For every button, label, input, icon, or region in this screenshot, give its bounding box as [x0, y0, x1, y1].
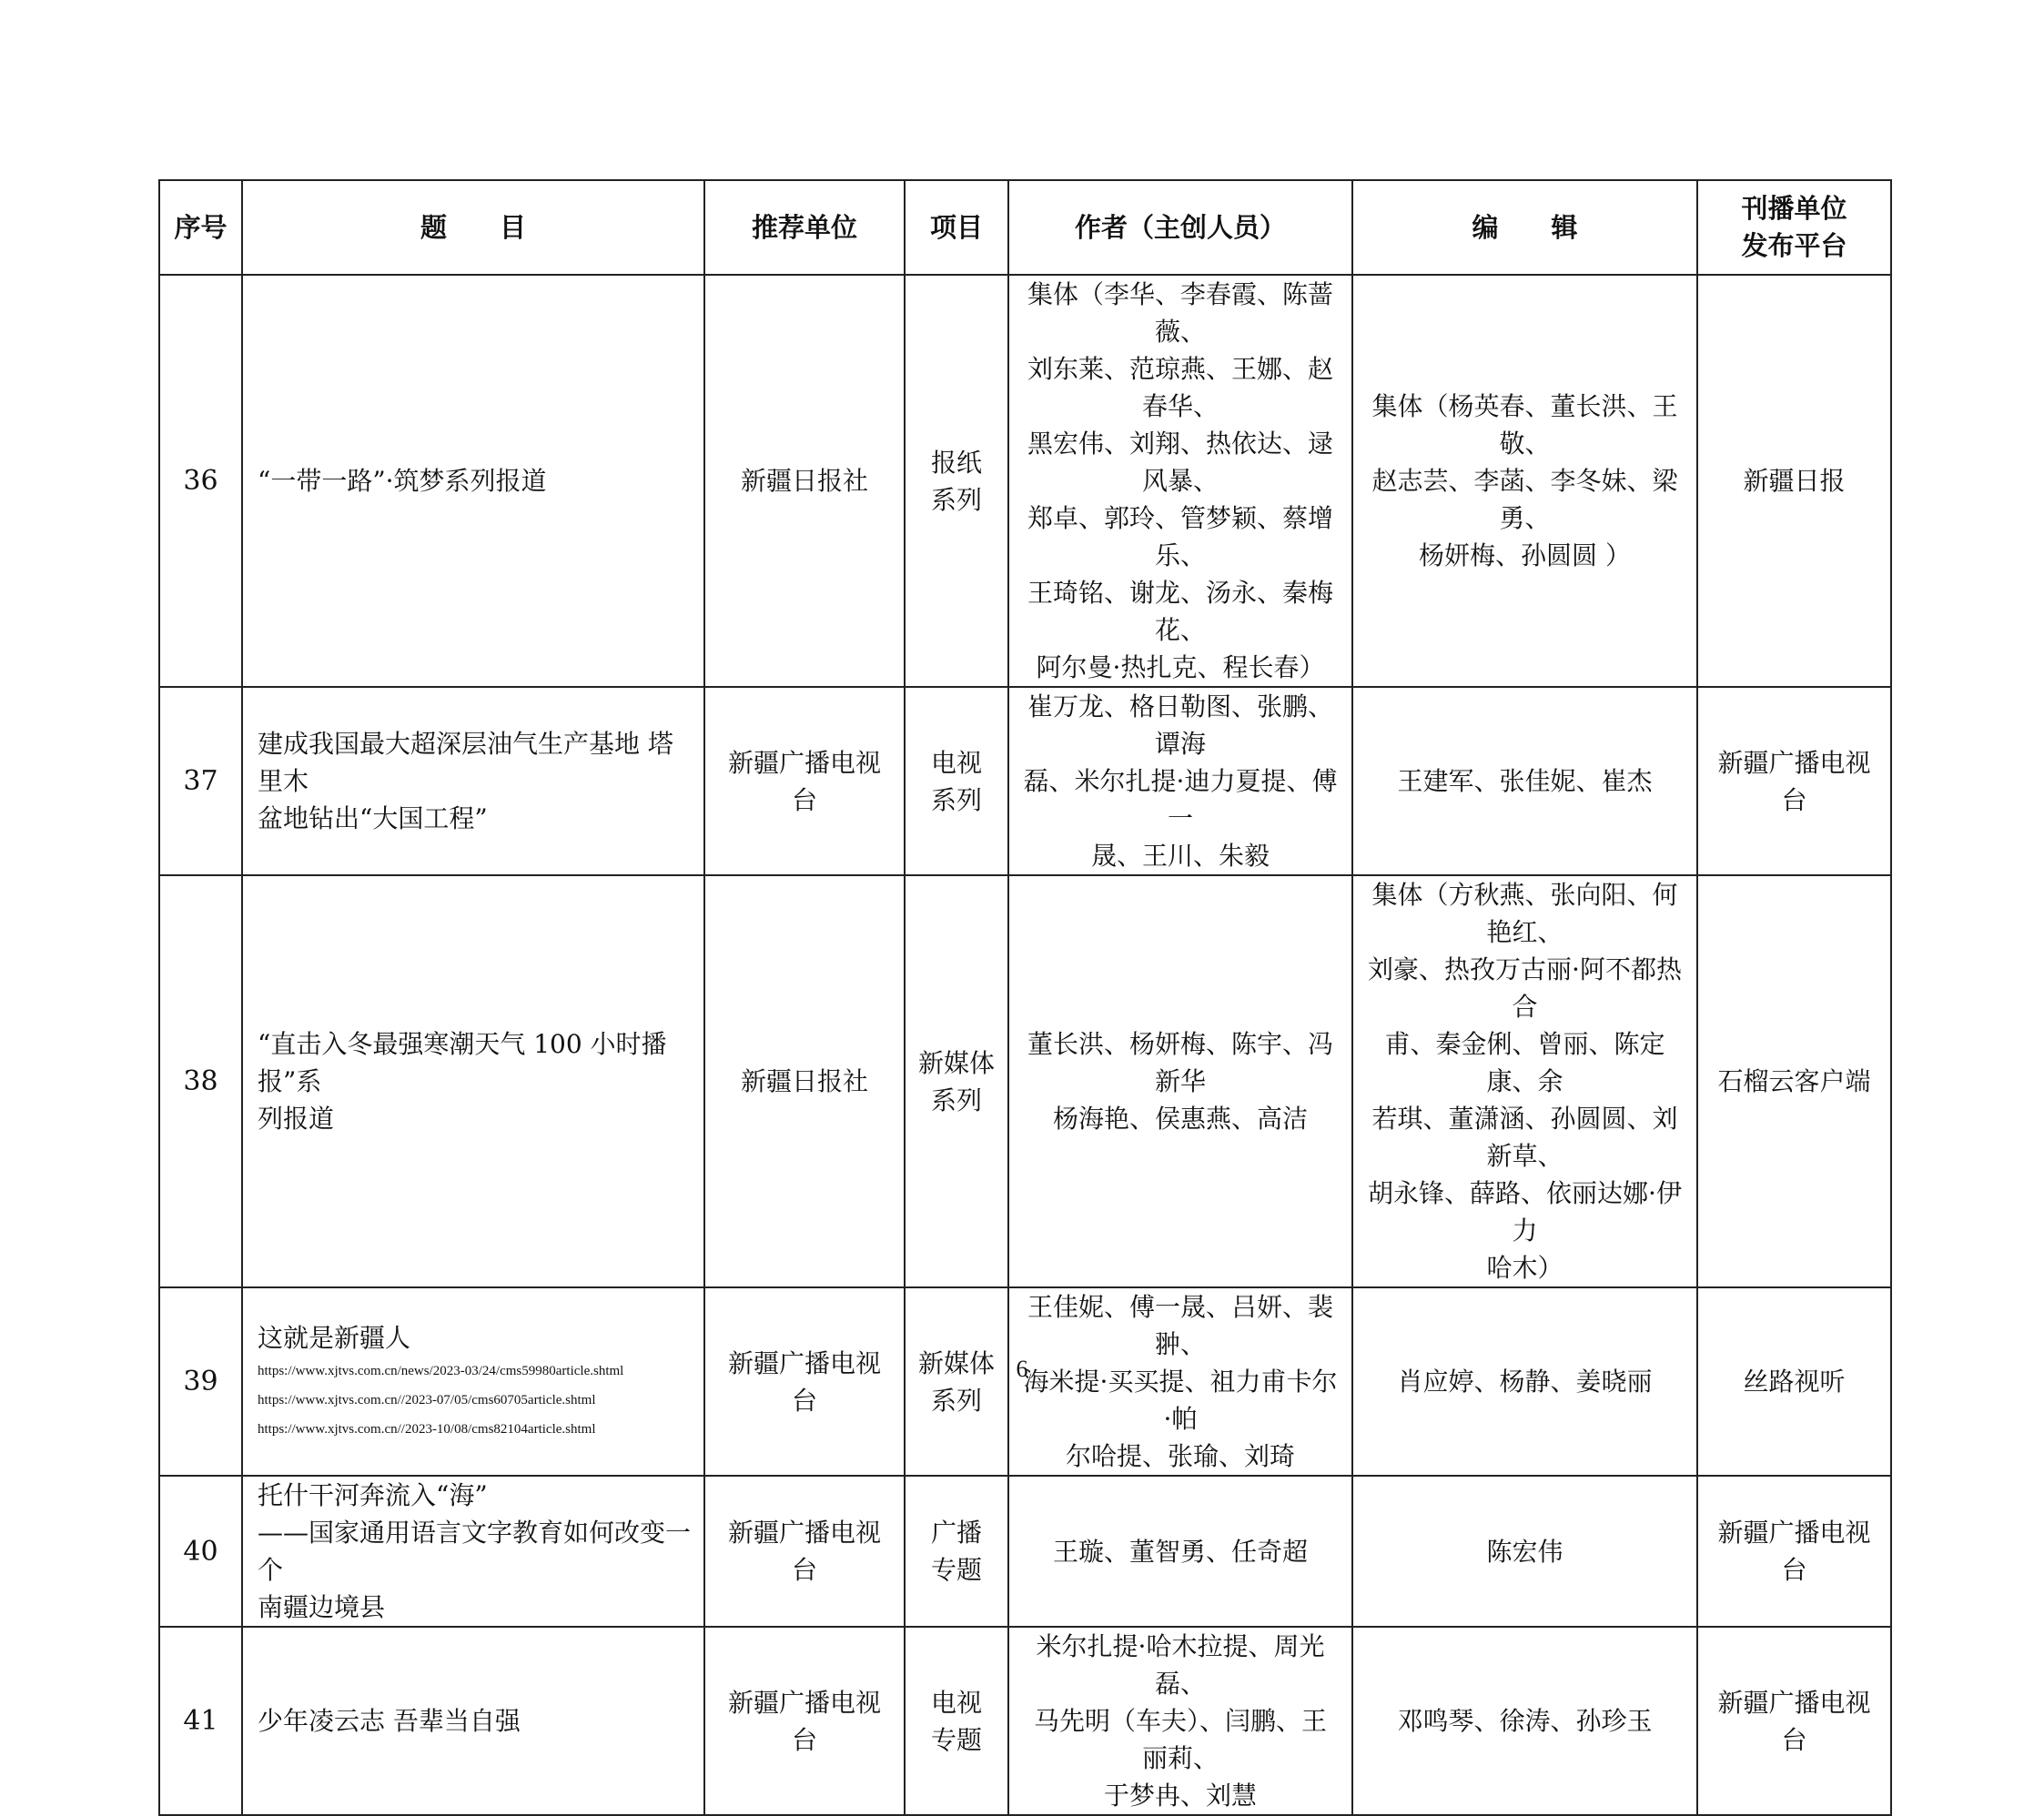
cell-seq: 41	[159, 1627, 242, 1815]
cell-author	[1008, 875, 1352, 1287]
cell-seq: 39	[159, 1287, 242, 1476]
item-line: 新媒体	[918, 1047, 996, 1078]
author-line: 崔万龙、格日勒图、张鹏、谭海	[1027, 691, 1333, 759]
cell-item	[905, 1476, 1008, 1627]
editor-line: 肖应婷、杨静、姜晓丽	[1397, 1367, 1653, 1397]
cell-editor	[1352, 1627, 1697, 1815]
cell-platform: 石榴云客户端	[1697, 875, 1891, 1287]
cell-author	[1008, 1627, 1352, 1815]
item-line: 专题	[930, 1555, 982, 1585]
editor-line: 邓鸣琴、徐涛、孙珍玉	[1397, 1706, 1653, 1736]
table-row	[159, 687, 1891, 875]
table-row	[159, 275, 1891, 687]
item-line: 系列	[930, 484, 982, 515]
author-line: 黑宏伟、刘翔、热依达、逯风暴、	[1027, 429, 1333, 496]
cell-platform: 新疆广播电视台	[1697, 687, 1891, 875]
cell-item	[905, 875, 1008, 1287]
author-line: 阿尔曼·热扎克、程长春）	[1036, 652, 1325, 682]
author-line: 海米提·买买提、祖力甫卡尔·帕	[1023, 1367, 1338, 1434]
cell-platform: 新疆广播电视台	[1697, 1476, 1891, 1627]
table-row	[159, 1627, 1891, 1815]
cell-editor	[1352, 875, 1697, 1287]
cell-unit: 新疆广播电视台	[704, 687, 905, 875]
title-line: 托什干河奔流入“海”	[258, 1480, 488, 1510]
cell-seq: 40	[159, 1476, 242, 1627]
header-platform-line2: 发布平台	[1741, 230, 1847, 261]
editor-line: 集体（方秋燕、张向阳、何艳红、	[1371, 880, 1678, 947]
item-line: 广播	[930, 1518, 982, 1548]
awards-table	[158, 179, 1892, 1816]
item-line: 系列	[930, 1085, 982, 1115]
cell-title	[242, 687, 704, 875]
title-line: 南疆边境县	[258, 1592, 386, 1622]
cell-platform: 新疆广播电视台	[1697, 1627, 1891, 1815]
editor-line: 哈木）	[1486, 1253, 1563, 1283]
title-line: “一带一路”·筑梦系列报道	[258, 466, 547, 496]
cell-author	[1008, 1476, 1352, 1627]
item-line: 电视	[930, 747, 982, 778]
title-line: 这就是新疆人	[258, 1323, 411, 1353]
article-link[interactable]: https://www.xjtvs.com.cn//2023-10/08/cms82104article.shtml	[258, 1422, 596, 1437]
header-author: 作者（主创人员）	[1008, 180, 1352, 275]
cell-unit: 新疆日报社	[704, 875, 905, 1287]
page-number: 6	[1016, 1356, 1028, 1382]
author-line: 杨海艳、侯惠燕、高洁	[1052, 1104, 1308, 1134]
article-link[interactable]: https://www.xjtvs.com.cn//2023-07/05/cms60705article.shtml	[258, 1393, 596, 1407]
item-line: 报纸	[930, 447, 982, 478]
header-seq: 序号	[159, 180, 242, 275]
article-link[interactable]: https://www.xjtvs.com.cn/news/2023-03/24/cms59980article.shtml	[258, 1364, 624, 1378]
header-platform-line1: 刊播单位	[1741, 193, 1847, 224]
author-line: 王璇、董智勇、任奇超	[1052, 1536, 1308, 1567]
cell-author	[1008, 687, 1352, 875]
title-line: “直击入冬最强寒潮天气 100 小时播报”系	[258, 1029, 667, 1096]
cell-editor	[1352, 687, 1697, 875]
cell-unit: 新疆日报社	[704, 275, 905, 687]
author-line: 集体（李华、李春霞、陈蔷薇、	[1027, 279, 1333, 347]
title-line: 盆地钻出“大国工程”	[258, 803, 488, 833]
title-line: 少年凌云志 吾辈当自强	[258, 1706, 521, 1736]
cell-title	[242, 875, 704, 1287]
cell-editor	[1352, 1476, 1697, 1627]
table-row	[159, 1476, 1891, 1627]
item-line: 专题	[930, 1724, 982, 1755]
editor-line: 王建军、张佳妮、崔杰	[1397, 766, 1653, 796]
cell-author	[1008, 275, 1352, 687]
header-row	[159, 180, 1891, 275]
author-line: 董长洪、杨妍梅、陈宇、冯新华	[1027, 1029, 1333, 1096]
title-line: 列报道	[258, 1104, 335, 1134]
cell-seq: 38	[159, 875, 242, 1287]
author-line: 王佳妮、傅一晟、吕妍、裴翀、	[1027, 1292, 1333, 1359]
cell-title	[242, 1476, 704, 1627]
editor-line: 赵志芸、李菡、李冬妹、梁勇、	[1371, 466, 1678, 533]
header-title: 题 目	[242, 180, 704, 275]
author-line: 郑卓、郭玲、管梦颖、蔡增乐、	[1027, 503, 1333, 570]
author-line: 马先明（车夫）、闫鹏、王丽莉、	[1033, 1706, 1327, 1773]
header-item: 项目	[905, 180, 1008, 275]
cell-title	[242, 275, 704, 687]
title-line: ——国家通用语言文字教育如何改变一个	[258, 1518, 692, 1585]
header-platform	[1697, 180, 1891, 275]
author-line: 米尔扎提·哈木拉提、周光磊、	[1036, 1631, 1325, 1699]
cell-unit: 新疆广播电视台	[704, 1627, 905, 1815]
author-line: 晟、王川、朱毅	[1090, 841, 1270, 871]
author-line: 尔哈提、张瑜、刘琦	[1065, 1441, 1295, 1471]
editor-line: 刘豪、热孜万古丽·阿不都热合	[1368, 954, 1682, 1022]
item-line: 系列	[930, 1385, 982, 1416]
cell-item	[905, 687, 1008, 875]
header-unit: 推荐单位	[704, 180, 905, 275]
cell-item	[905, 1627, 1008, 1815]
editor-line: 甫、秦金俐、曾丽、陈定康、余	[1384, 1029, 1665, 1096]
author-line: 磊、米尔扎提·迪力夏提、傅一	[1023, 766, 1338, 833]
author-line: 王琦铭、谢龙、汤永、秦梅花、	[1027, 578, 1333, 645]
editor-line: 若琪、董潇涵、孙圆圆、刘新草、	[1371, 1104, 1678, 1171]
item-line: 新媒体	[918, 1347, 996, 1378]
editor-line: 集体（杨英春、董长洪、王敬、	[1371, 391, 1678, 459]
cell-platform: 新疆日报	[1697, 275, 1891, 687]
author-line: 刘东莱、范琼燕、王娜、赵春华、	[1027, 354, 1333, 421]
table-row	[159, 875, 1891, 1287]
cell-item	[905, 275, 1008, 687]
cell-title	[242, 1627, 704, 1815]
editor-line: 胡永锋、薛路、依丽达娜·伊力	[1368, 1178, 1682, 1246]
cell-unit: 新疆广播电视台	[704, 1287, 905, 1476]
editor-line: 陈宏伟	[1486, 1536, 1563, 1567]
cell-platform: 丝路视听	[1697, 1287, 1891, 1476]
cell-editor	[1352, 275, 1697, 687]
title-line: 建成我国最大超深层油气生产基地 塔里木	[258, 729, 673, 796]
item-line: 系列	[930, 784, 982, 815]
editor-line: 杨妍梅、孙圆圆 ）	[1419, 540, 1631, 570]
cell-seq: 36	[159, 275, 242, 687]
header-editor: 编 辑	[1352, 180, 1697, 275]
cell-seq: 37	[159, 687, 242, 875]
item-line: 电视	[930, 1687, 982, 1718]
author-line: 于梦冉、刘慧	[1103, 1781, 1257, 1811]
cell-unit: 新疆广播电视台	[704, 1476, 905, 1627]
